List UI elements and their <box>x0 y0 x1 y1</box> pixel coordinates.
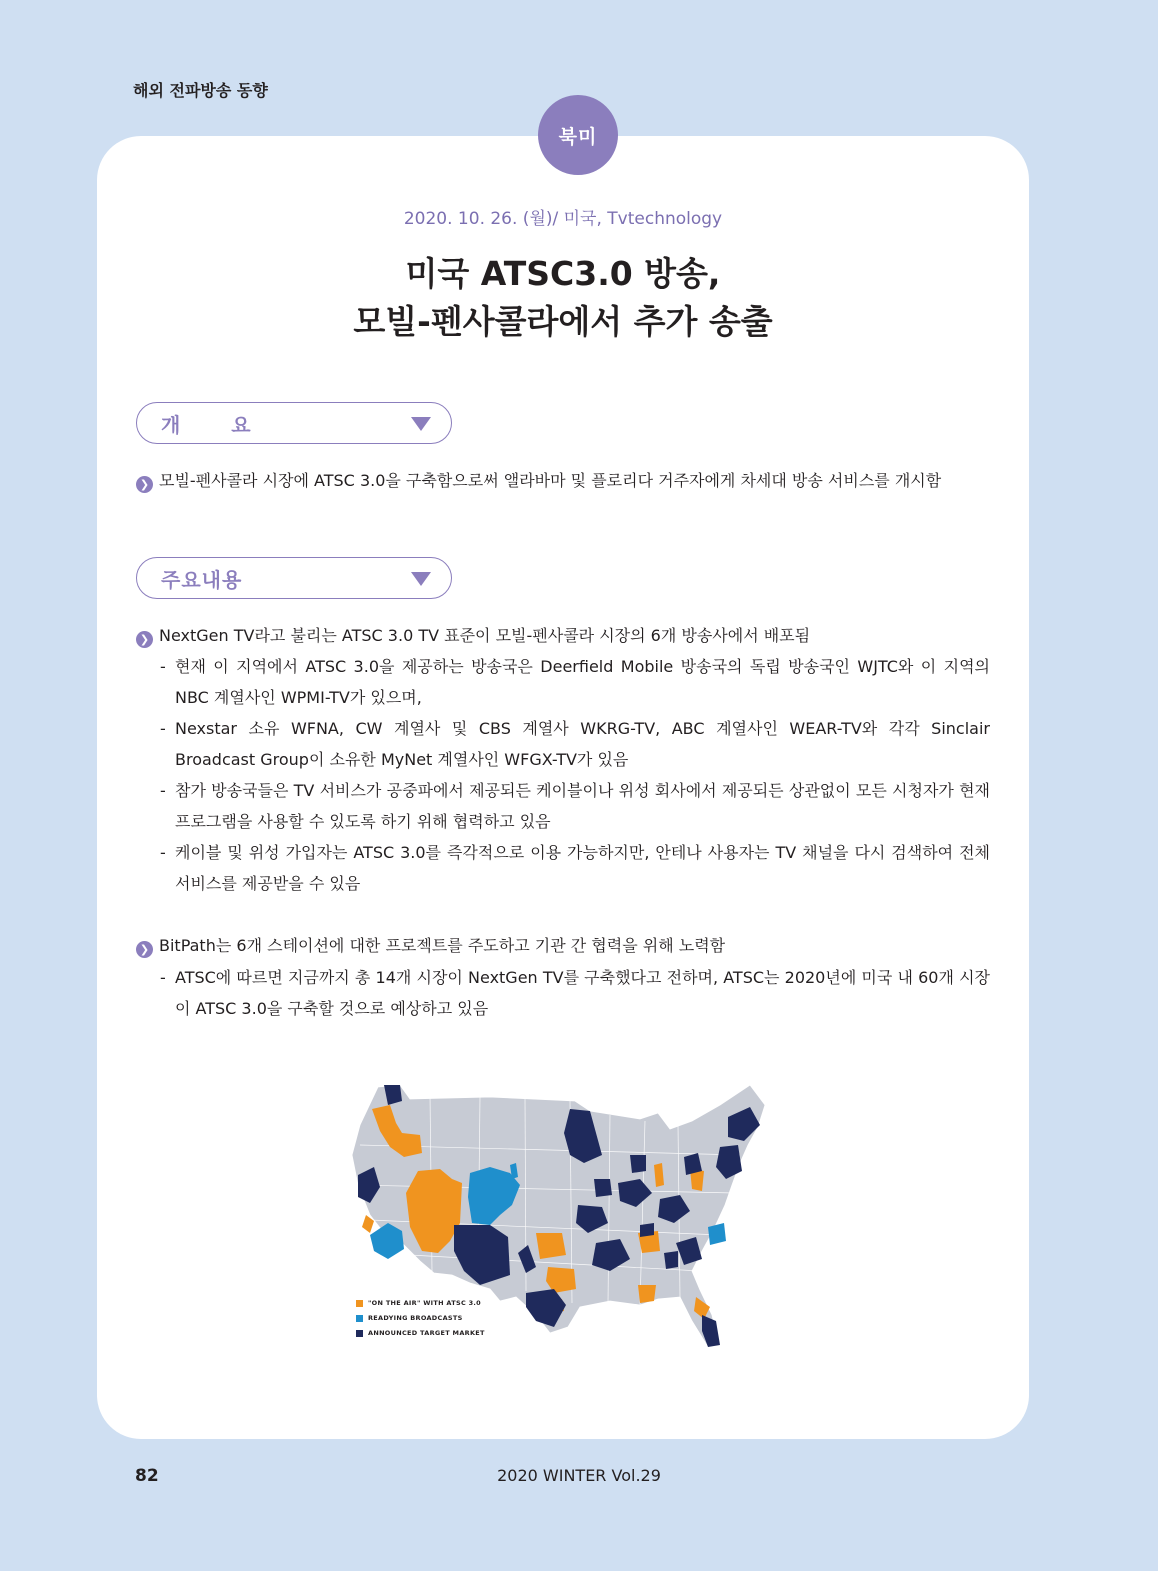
main-bullet-2 <box>136 936 725 958</box>
legend-swatch-icon <box>356 1315 363 1322</box>
overview-heading: 개 요 <box>161 412 273 437</box>
chevron-right-icon: ❯ <box>136 941 153 958</box>
sub-item: - 현재 이 지역에서 ATSC 3.0을 제공하는 방송국은 Deerfield Mobile 방송국의 독립 방송국인 WJTC와 이 지역의 NBC 계열사인 WPMI-TV가 있으며, <box>160 657 990 707</box>
sub-item: - Nexstar 소유 WFNA, CW 계열사 및 CBS 계열사 WKRG-TV, ABC 계열사인 WEAR-TV와 각각 Sinclair Broadcast Group이 소유한 MyNet 계열사인 WFGX-TV가 있음 <box>160 719 990 769</box>
main-bullet-2-text: BitPath는 6개 스테이션에 대한 프로젝트를 주도하고 기관 간 협력을 위해 노력함 <box>159 936 726 955</box>
main-bullet-1-text: NextGen TV라고 불리는 ATSC 3.0 TV 표준이 모빌-펜사콜라 시장의 6개 방송사에서 배포됨 <box>159 626 811 645</box>
article-dateline: 2020. 10. 26. (월)/ 미국, Tvtechnology <box>403 209 723 229</box>
article-title <box>97 250 1029 346</box>
issue-label: 2020 WINTER Vol.29 <box>497 1466 661 1485</box>
map-legend <box>356 1296 485 1341</box>
main-bullet-1-subs <box>160 651 990 899</box>
chevron-right-icon: ❯ <box>136 631 153 648</box>
legend-swatch-icon <box>356 1300 363 1307</box>
legend-item-target: ANNOUNCED TARGET MARKET <box>356 1326 485 1341</box>
main-bullet-1 <box>136 626 810 648</box>
triangle-down-icon <box>411 417 431 431</box>
article-title-line2: 모빌-펜사콜라에서 추가 송출 <box>353 302 773 341</box>
overview-bullet-text: 모빌-펜사콜라 시장에 ATSC 3.0을 구축함으로써 앨라바마 및 플로리다 거주자에게 차세대 방송 서비스를 개시함 <box>159 471 942 490</box>
sub-item: - 케이블 및 위성 가입자는 ATSC 3.0를 즉각적으로 이용 가능하지만, 안테나 사용자는 TV 채널을 다시 검색하여 전체 서비스를 제공받을 수 있음 <box>160 843 990 893</box>
main-heading: 주요내용 <box>161 567 243 592</box>
triangle-down-icon <box>411 572 431 586</box>
sub-item: - ATSC에 따르면 지금까지 총 14개 시장이 NextGen TV를 구축했다고 전하며, ATSC는 2020년에 미국 내 60개 시장이 ATSC 3.0을 구축할 것으로 예상하고 있음 <box>160 968 990 1018</box>
main-heading-pill <box>136 557 452 599</box>
sub-item: - 참가 방송국들은 TV 서비스가 공중파에서 제공되든 케이블이나 위성 회사에서 제공되든 상관없이 모든 시청자가 현재 프로그램을 사용할 수 있도록 하기 위해 협력하고 있음 <box>160 781 990 831</box>
overview-heading-pill <box>136 402 452 444</box>
legend-item-readying: READYING BROADCASTS <box>356 1311 485 1326</box>
page-number: 82 <box>135 1466 159 1486</box>
legend-item-on-air: "ON THE AIR" WITH ATSC 3.0 <box>356 1296 485 1311</box>
legend-swatch-icon <box>356 1330 363 1337</box>
article-title-line1: 미국 ATSC3.0 방송, <box>405 254 721 293</box>
overview-bullet <box>136 471 941 493</box>
main-bullet-2-subs <box>160 962 990 1024</box>
chevron-right-icon: ❯ <box>136 476 153 493</box>
section-label: 해외 전파방송 동향 <box>133 81 268 100</box>
region-badge: 북미 <box>538 95 618 175</box>
